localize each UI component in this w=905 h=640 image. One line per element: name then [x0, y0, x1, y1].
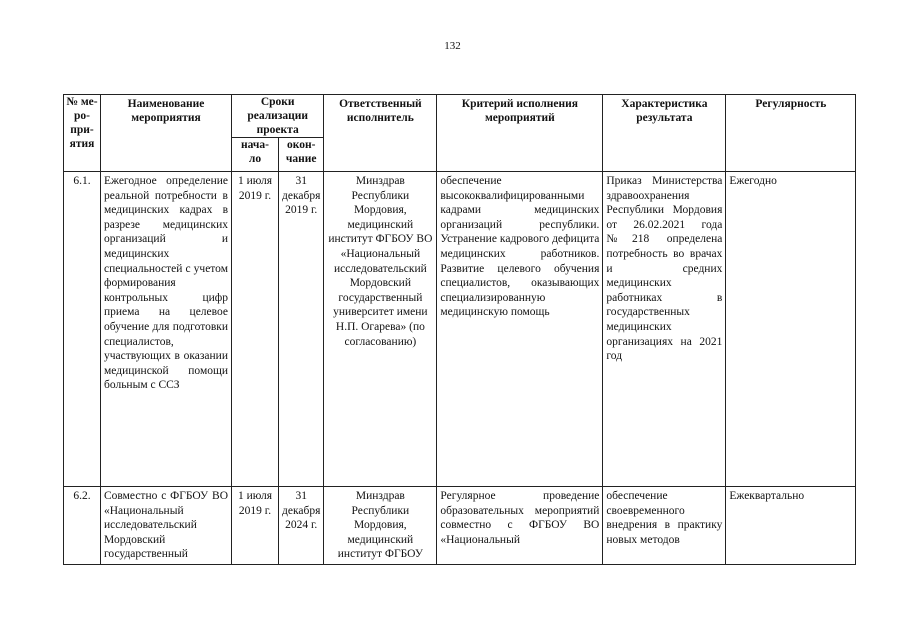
row-regularity: Ежеквартально [726, 487, 856, 565]
col-header-start: нача- ло [232, 138, 279, 172]
row-criterion: обеспечение высококвалифицированными кадрами медицинских организаций республики. Устранение кадрового дефицита медицинских работников. Развитие целевого обучения специалистов, оказывающих специализированную медицинскую помощь [437, 172, 603, 487]
col-header-terms: Сроки реализации проекта [232, 95, 324, 138]
row-start: 1 июля 2019 г. [232, 172, 279, 487]
row-result: Приказ Министерства здравоохранения Республики Мордовия от 26.02.2021 года №218 определена потребность во врачах и средних медицинских работниках в государственных медицинских организациях на 2021 год [603, 172, 726, 487]
row-start: 1 июля 2019 г. [232, 487, 279, 565]
row-end: 31 декабря 2024 г. [279, 487, 324, 565]
table-row [64, 172, 856, 487]
row-regularity: Ежегодно [726, 172, 856, 487]
col-header-executor: Ответственный исполнитель [324, 95, 437, 172]
row-num: 6.2. [64, 487, 101, 565]
row-num: 6.1. [64, 172, 101, 487]
measures-table [63, 94, 856, 565]
table-row [64, 487, 856, 565]
header-row-1 [64, 95, 856, 138]
col-header-end: окон- чание [279, 138, 324, 172]
col-header-criterion: Критерий исполнения мероприятий [437, 95, 603, 172]
col-header-num: № ме- ро- при- ятия [64, 95, 101, 172]
row-result: обеспечение своевременного внедрения в практику новых методов [603, 487, 726, 565]
col-header-regularity: Регулярность [726, 95, 856, 172]
col-header-result: Характеристика результата [603, 95, 726, 172]
row-name: Совместно с ФГБОУ ВО «Национальный исследовательский Мордовский государственный [101, 487, 232, 565]
row-executor: Минздрав Республики Мордовия, медицинский институт ФГБОУ [324, 487, 437, 565]
row-end: 31 декабря 2019 г. [279, 172, 324, 487]
row-executor: Минздрав Республики Мордовия, медицинский институт ФГБОУ ВО «Национальный исследовательский Мордовский государственный университет имени Н.П. Огарева» (по согласованию) [324, 172, 437, 487]
row-criterion: Регулярное проведение образовательных мероприятий совместно с ФГБОУ ВО «Национальный [437, 487, 603, 565]
page-number: 132 [444, 40, 461, 52]
col-header-name: Наименование мероприятия [101, 95, 232, 172]
row-name: Ежегодное определение реальной потребности в медицинских кадрах в разрезе медицинских организаций и медицинских специальностей с учетом формирования контрольных цифр приема на целевое обучение для подготовки специалистов, участвующих в оказании медицинской помощи больным с ССЗ [101, 172, 232, 487]
